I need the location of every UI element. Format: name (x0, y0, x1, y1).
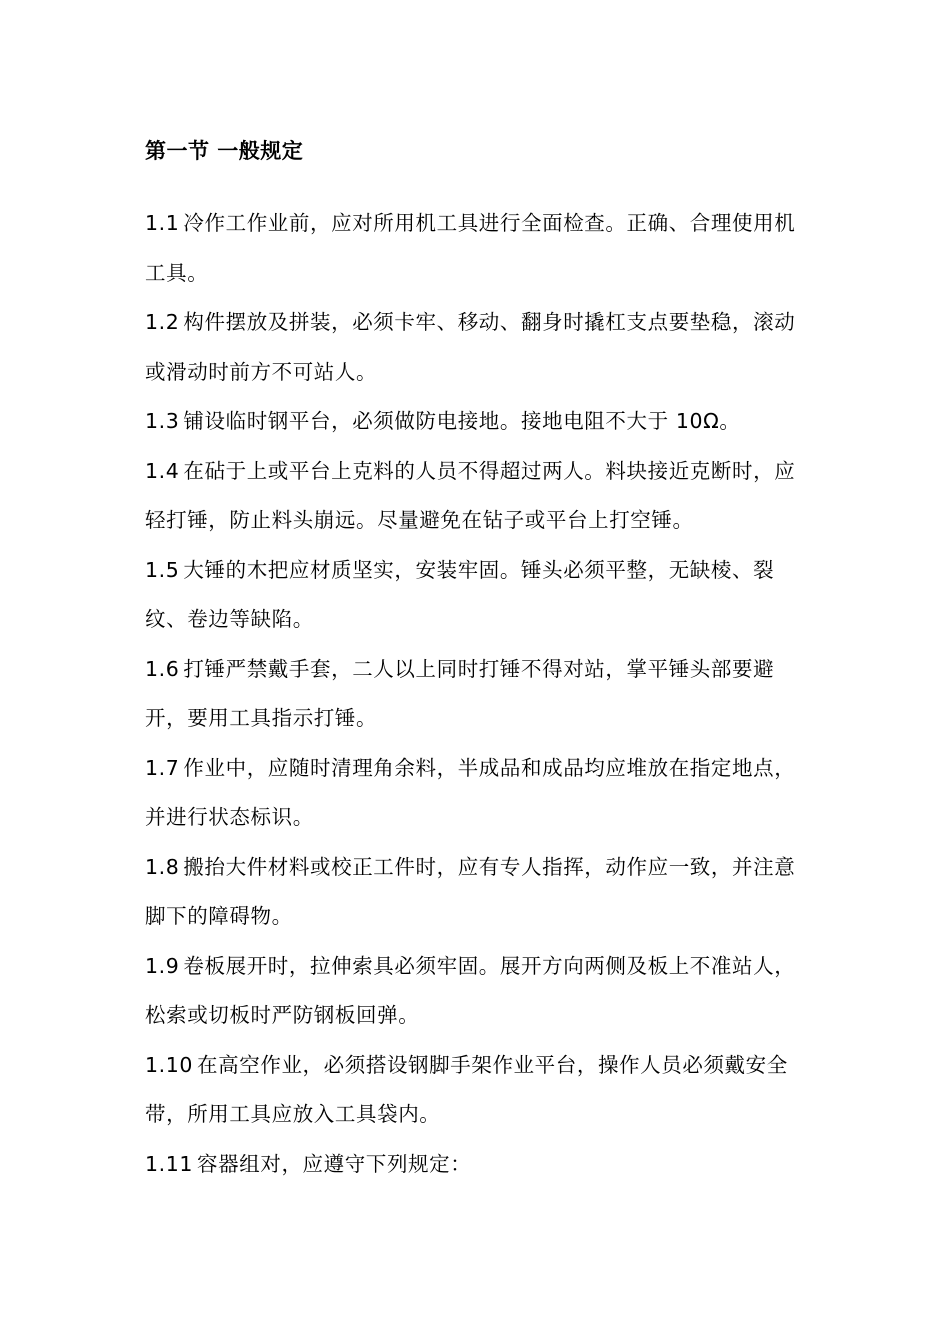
paragraph-number: 1.2 (145, 310, 180, 334)
paragraph-number: 1.4 (145, 458, 180, 483)
paragraph-1-3 (145, 397, 805, 447)
paragraph-1-11 (145, 1140, 805, 1190)
paragraph-text: 大锤的木把应材质坚实，安装牢固。锤头必须平整，无缺棱、裂纹、卷边等缺陷。 (145, 557, 775, 631)
paragraph-text: 卷板展开时，拉伸索具必须牢固。展开方向两侧及板上不准站人，松索或切板时严防钢板回弹。 (145, 953, 796, 1027)
paragraph-number: 1.8 (145, 854, 180, 879)
paragraph-text: 在高空作业，必须搭设钢脚手架作业平台，操作人员必须戴安全带，所用工具应放入工具袋内。 (145, 1052, 788, 1126)
paragraph-number: 1.3 (145, 409, 180, 433)
paragraph-number: 1.1 (145, 211, 180, 235)
paragraph-1-6 (145, 645, 805, 744)
paragraph-number: 1.9 (145, 953, 180, 978)
section-title: 第一节 一般规定 (145, 139, 304, 163)
paragraph-1-9 (145, 942, 805, 1041)
paragraph-text: 构件摆放及拼装，必须卡牢、移动、翻身时撬杠支点要垫稳，滚动或滑动时前方不可站人。 (145, 310, 796, 384)
paragraph-text: 铺设临时钢平台，必须做防电接地。接地电阻不大于 10Ω。 (183, 409, 741, 433)
paragraph-number: 1.10 (145, 1052, 194, 1077)
paragraph-1-4 (145, 447, 805, 546)
document-body (145, 199, 805, 1189)
paragraph-number: 1.7 (145, 755, 180, 780)
paragraph-1-2 (145, 298, 805, 397)
paragraph-text: 作业中，应随时清理角余料，半成品和成品均应堆放在指定地点，并进行状态标识。 (145, 755, 796, 829)
paragraph-1-10 (145, 1041, 805, 1140)
paragraph-number: 1.6 (145, 656, 180, 681)
paragraph-number: 1.5 (145, 557, 180, 582)
paragraph-text: 冷作工作业前，应对所用机工具进行全面检查。正确、合理使用机工具。 (145, 211, 796, 285)
paragraph-text: 容器组对，应遵守下列规定： (197, 1151, 472, 1176)
paragraph-text: 在砧于上或平台上克料的人员不得超过两人。料块接近克断时，应轻打锤，防止料头崩远。尽量避免在钻子或平台上打空锤。 (145, 458, 796, 532)
paragraph-number: 1.11 (145, 1151, 194, 1176)
paragraph-1-7 (145, 744, 805, 843)
paragraph-1-5 (145, 546, 805, 645)
paragraph-text: 搬抬大件材料或校正工件时，应有专人指挥，动作应一致，并注意脚下的障碍物。 (145, 854, 796, 928)
paragraph-1-1 (145, 199, 805, 298)
paragraph-text: 打锤严禁戴手套，二人以上同时打锤不得对站，掌平锤头部要避开，要用工具指示打锤。 (145, 656, 775, 730)
paragraph-1-8 (145, 843, 805, 942)
